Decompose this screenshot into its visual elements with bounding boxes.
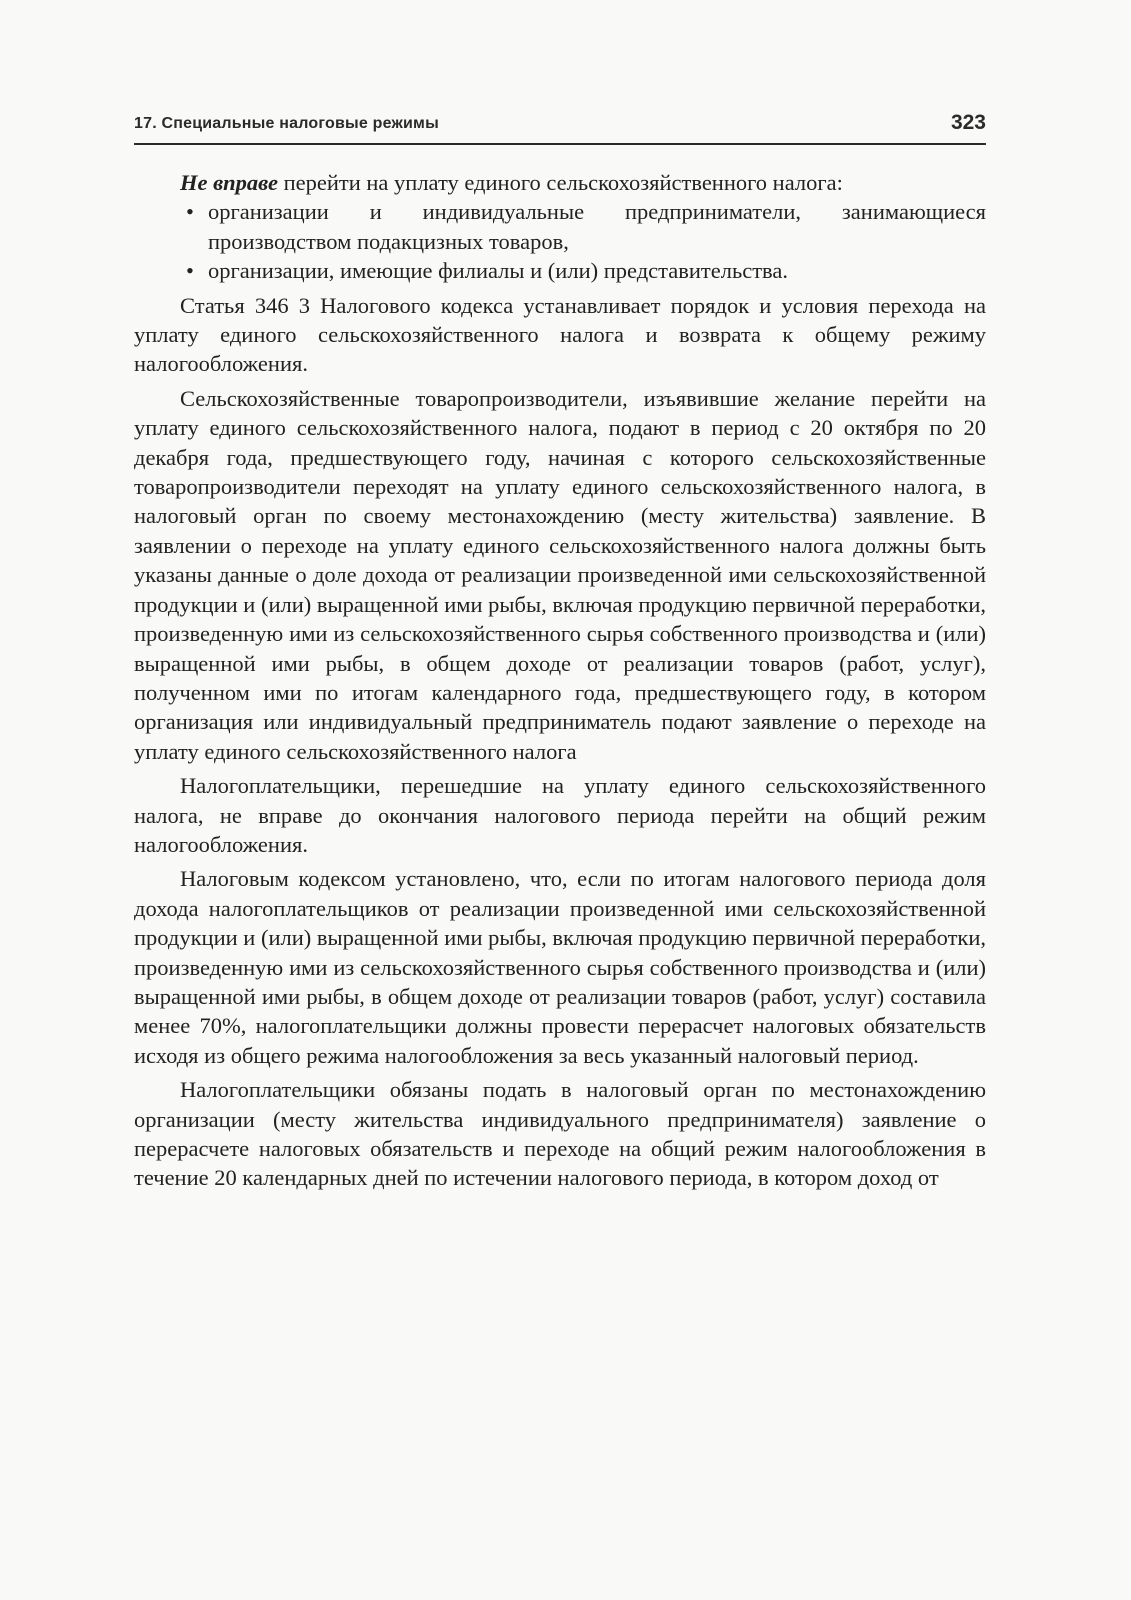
bullet-list — [134, 197, 986, 285]
intro-text: перейти на уплату единого сельскохозяйственного налога: — [277, 170, 843, 195]
page-header — [134, 111, 986, 145]
bullet-marker: • — [186, 199, 194, 225]
intro-paragraph — [134, 168, 986, 197]
paragraph-article-346-3: Статья 346 3 Налогового кодекса устанавливает порядок и условия перехода на уплату единого сельскохозяйственного налога и возврата к общему режиму налогообложения. — [134, 292, 986, 377]
paragraph-recalculation: Налоговым кодексом установлено, что, если по итогам налогового периода доля дохода налогоплательщиков от реализации произведенной ими сельскохозяйственной продукции и (или) выращенной ими рыбы, включая продукцию первичной переработки, произведенную ими из сельскохозяйственного сырья собственного производства и (или) выращенной ими рыбы, в общем доходе от реализации товаров (работ, услуг) составила менее 70%, налогоплательщики должны провести перерасчет налоговых обязательств исходя из общего режима налогообложения за весь указанный налоговый период. — [134, 866, 986, 1068]
list-item — [134, 197, 986, 256]
list-item — [134, 256, 986, 285]
bullet-marker: • — [186, 258, 194, 284]
list-item-text: организации и индивидуальные предприниматели, занимающиеся производством подакцизных товаров, — [208, 199, 986, 254]
page-number: 323 — [950, 111, 986, 134]
paragraph-obligation: Налогоплательщики обязаны подать в налоговый орган по местонахождению организации (месту жительства индивидуального предпринимателя) заявление о перерасчете налоговых обязательств и переходе на общий режим налогообложения в течение 20 календарных дней по истечении налогового периода, в котором доход от — [134, 1077, 986, 1191]
paragraph-no-return: Налогоплательщики, перешедшие на уплату единого сельскохозяйственного налога, не вправе до окончания налогового периода перейти на общий режим налогообложения. — [134, 773, 986, 857]
intro-emphasis: Не вправе — [180, 170, 278, 195]
list-item-text: организации, имеющие филиалы и (или) представительства. — [208, 258, 788, 284]
paragraph-application: Сельскохозяйственные товаропроизводители, изъявившие желание перейти на уплату единого сельскохозяйственного налога, подают в период с 20 октября по 20 декабря года, предшествующего году, начиная с которого сельскохозяйственные товаропроизводители переходят на уплату единого сельскохозяйственного налога, в налоговый орган по своему местонахождению (месту жительства) заявление. В заявлении о переходе на уплату единого сельскохозяйственного налога должны быть указаны данные о доле дохода от реализации произведенной ими сельскохозяйственной продукции и (или) выращенной ими рыбы, включая продукцию первичной переработки, произведенную ими из сельскохозяйственного сырья собственного производства и (или) выращенной ими рыбы, в общем доходе от реализации товаров (работ, услуг), полученном ими по итогам календарного года, предшествующего году, в котором организация или индивидуальный предприниматель подают заявление о переходе на уплату единого сельскохозяйственного налога — [134, 385, 986, 764]
running-title: 17. Специальные налоговые режимы — [134, 115, 439, 132]
body-text — [134, 168, 986, 1198]
